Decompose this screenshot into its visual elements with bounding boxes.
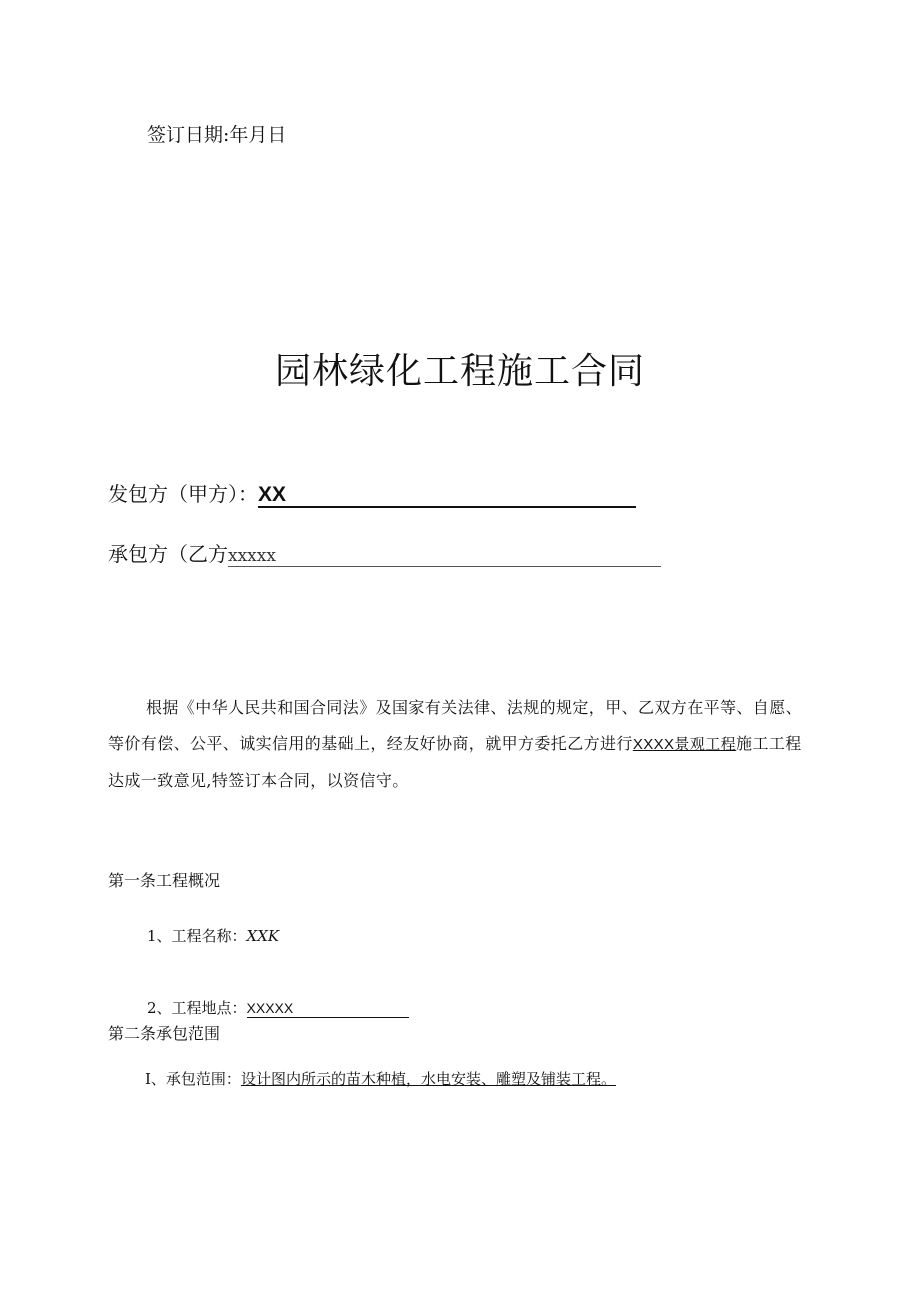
page-title: 园林绿化工程施工合同 (274, 351, 645, 392)
article-2-heading: 第二条承包范围 (108, 1024, 221, 1043)
project-name-label: 1、工程名称： (147, 927, 247, 945)
sign-date: 签订日期:年月日 (147, 124, 287, 146)
project-name-item (147, 925, 279, 946)
party-b-value: xxxxx (228, 546, 661, 567)
project-location-label: 2、工程地点： (147, 999, 247, 1017)
party-b-line (108, 538, 661, 567)
project-name-value: XXK (246, 927, 280, 945)
intro-text-1: 根据《中华人民共和国合同法》及国家有关法律、法规的规定，甲、乙双方在平等、自愿、等价有偿、公平、诚实信用的基础上，经友好协商，就甲方委托乙方进行 (108, 698, 803, 753)
project-name: XXXX景观工程 (632, 736, 737, 753)
scope-label: I、承包范围： (145, 1070, 241, 1088)
party-b-label: 承包方（乙方 (108, 542, 228, 566)
project-location-value: XXXXX (247, 999, 409, 1018)
article-1-heading: 第一条工程概况 (108, 871, 221, 890)
project-location-item (147, 997, 409, 1018)
scope-item (145, 1068, 616, 1089)
scope-value: 设计图内所示的苗木种植，水电安装、雕塑及铺装工程。 (240, 1070, 616, 1088)
party-a-label: 发包方（甲方）： (108, 482, 258, 506)
intro-paragraph (108, 690, 808, 799)
party-a-value: XX (258, 484, 636, 508)
intro-text-2: 施工工程达成一致意见,特签订本合同，以资信守。 (108, 734, 802, 790)
party-a-line (108, 478, 636, 508)
